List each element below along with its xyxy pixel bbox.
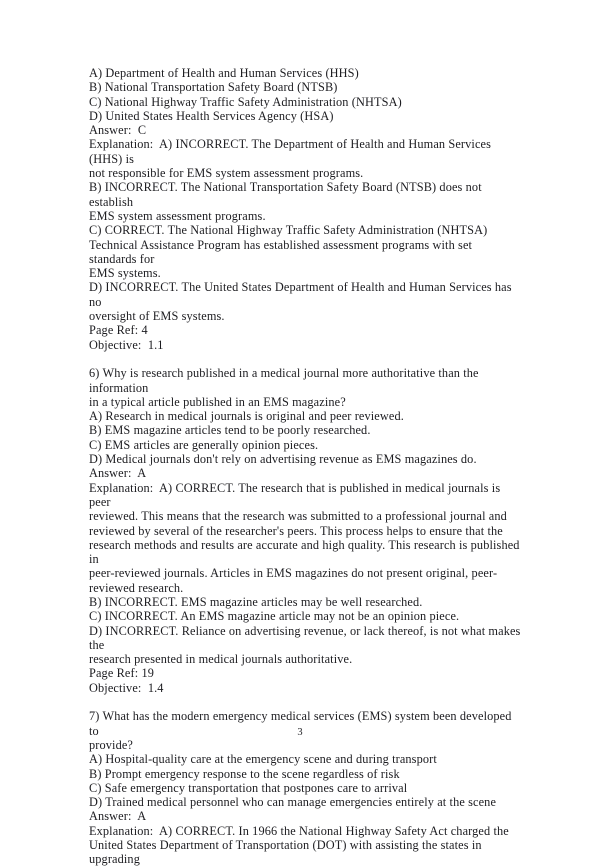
text-line: EMS system assessment programs. [89, 208, 266, 223]
text-line: D) INCORRECT. Reliance on advertising revenue, or lack thereof, is not what makes the [89, 623, 524, 652]
text-line: provide? [89, 737, 134, 752]
text-line: Page Ref: 4 [89, 323, 148, 338]
text-line: C) INCORRECT. An EMS magazine article may not be an opinion piece. [89, 609, 460, 624]
text-line: Objective: 1.1 [89, 337, 164, 352]
text-line: C) CORRECT. The National Highway Traffic Safety Administration (NHTSA) [89, 223, 488, 238]
text-line: Explanation: A) CORRECT. In 1966 the National Highway Safety Act charged the [89, 823, 509, 838]
document-text-column [89, 66, 524, 867]
text-line: C) Safe emergency transportation that postpones care to arrival [89, 780, 408, 795]
text-line: B) National Transportation Safety Board (NTSB) [89, 80, 338, 95]
text-line: peer-reviewed journals. Articles in EMS magazines do not present original, peer- [89, 566, 498, 581]
text-line: Answer: A [89, 809, 147, 824]
text-line: Objective: 1.4 [89, 680, 164, 695]
text-line: B) Prompt emergency response to the scene regardless of risk [89, 766, 400, 781]
question-block-5-continued [89, 66, 521, 352]
text-line: oversight of EMS systems. [89, 309, 225, 324]
text-line: B) INCORRECT. The National Transportation Safety Board (NTSB) does not establish [89, 180, 485, 209]
text-line: United States Department of Transportation (DOT) with assisting the states in upgrading [89, 838, 485, 867]
text-line: D) Trained medical personnel who can manage emergencies entirely at the scene [89, 795, 497, 810]
text-line: reviewed research. [89, 580, 184, 595]
text-line: not responsible for EMS system assessment programs. [89, 166, 364, 181]
text-line: D) Medical journals don't rely on advertising revenue as EMS magazines do. [89, 452, 477, 467]
text-line: Answer: C [89, 123, 147, 138]
page-number: 3 [297, 727, 303, 738]
text-line: reviewed. This means that the research was submitted to a professional journal and [89, 509, 507, 524]
text-line: C) EMS articles are generally opinion pieces. [89, 437, 319, 452]
text-line: EMS systems. [89, 266, 161, 281]
text-line: Explanation: A) CORRECT. The research that is published in medical journals is peer [89, 480, 504, 509]
text-line: 6) Why is research published in a medical journal more authoritative than the information [89, 366, 482, 395]
question-block-6 [89, 366, 524, 695]
text-line: Explanation: A) INCORRECT. The Department of Health and Human Services (HHS) is [89, 137, 495, 166]
text-line: Answer: A [89, 466, 147, 481]
text-line: C) National Highway Traffic Safety Administration (NHTSA) [89, 94, 402, 109]
text-line: Technical Assistance Program has established assessment programs with set standards for [89, 237, 476, 266]
text-line: A) Research in medical journals is original and peer reviewed. [89, 409, 404, 424]
text-line: D) United States Health Services Agency (HSA) [89, 108, 334, 123]
text-line: research presented in medical journals authoritative. [89, 652, 353, 667]
text-line: research methods and results are accurate and high quality. This research is published in [89, 537, 523, 567]
text-line: in a typical article published in an EMS magazine? [89, 394, 346, 409]
text-line: A) Hospital-quality care at the emergency scene and during transport [89, 752, 437, 767]
text-line: A) Department of Health and Human Services (HHS) [89, 66, 359, 80]
text-line: B) INCORRECT. EMS magazine articles may be well researched. [89, 594, 423, 609]
text-line: B) EMS magazine articles tend to be poorly researched. [89, 423, 371, 438]
text-line: D) INCORRECT. The United States Department of Health and Human Services has no [89, 280, 515, 309]
text-line: 7) What has the modern emergency medical services (EMS) system been developed to [89, 709, 515, 738]
text-line: Page Ref: 19 [89, 666, 154, 681]
text-line: reviewed by several of the researcher's peers. This process helps to ensure that the [89, 523, 503, 538]
